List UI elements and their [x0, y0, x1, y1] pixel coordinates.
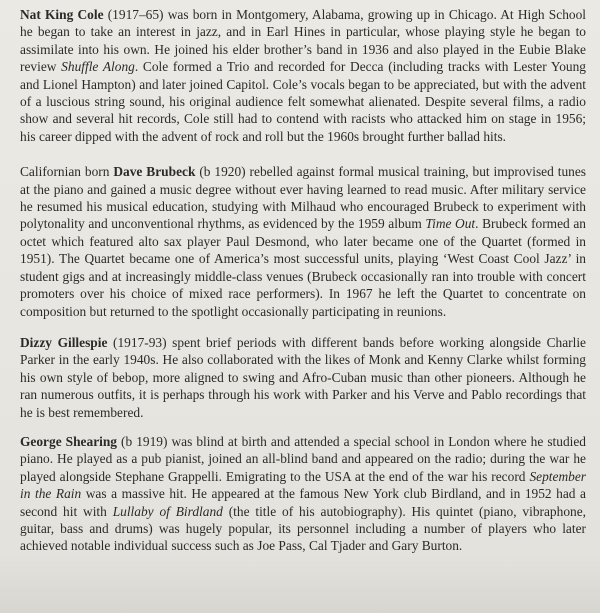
paragraph-text: (1917-93) spent brief periods with different bands before working alongside Charlie Parker in the early 1940s. He also collaborated with the likes of Monk and Kenny Clarke whilst forming his own style of bebop, more aligned to swing and Afro-Cuban music than other pioneers. Although he ran numerous outfits, it is perhaps through his work with Parker and his Verve and Pablo recordings that he is best remembered.: [20, 334, 586, 420]
paragraph-nat-king-cole: [20, 6, 586, 145]
paragraph-text: (b 1919) was blind at birth and attended a special school in London where he studied piano. He played as a pub pianist, joined an all-blind band and appeared on the radio; during the war he played alongside Stephane Grappelli. Emigrating to the USA at the end of the war his record: [20, 433, 587, 484]
paragraph-text: . Cole formed a Trio and recorded for Decca (including tracks with Lester Young and Lionel Hampton) and later joined Capitol. Cole’s vocals began to be appreciated, but with the advent of a luscious string sound, his original audience felt somewhat alienated. Despite several films, a radio show and several hit records, Cole still had to contend with racists who attacked him on stage in 1956; his career dipped with the advent of rock and roll but the 1960s brought further ballad hits.: [20, 59, 586, 144]
paragraph-dave-brubeck: [20, 163, 586, 320]
paragraph-text: . Brubeck formed an octet which featured alto sax player Paul Desmond, who later became one of the Quartet (formed in 1951). The Quartet became one of America’s most successful units, playing ‘West Coast Cool Jazz’ in student gigs and at increasingly middle-class venues (Brubeck occasionally ran into trouble with concert promoters over his choice of mixed race performers). In 1967 he left the Quartet to concentrate on composition but returned to the spotlight occasionally participating in reunions.: [20, 216, 586, 319]
paragraph-text: (the title of his autobiography). His quintet (piano, vibraphone, guitar, bass and drums) was hugely popular, its personnel including a number of players who later achieved notable individual success such as Joe Pass, Cal Tjader and Gary Burton.: [20, 503, 586, 554]
artist-name-dave-brubeck: Dave Brubeck: [113, 164, 196, 180]
work-title-september-in-the-rain: September in the Rain: [20, 468, 586, 502]
work-title-lullaby-of-birdland: Lullaby of Birdland: [112, 503, 223, 519]
artist-name-dizzy-gillespie: Dizzy Gillespie: [20, 334, 108, 350]
paragraph-prefix: Californian born: [20, 164, 114, 180]
text-column: [20, 6, 586, 555]
artist-name-george-shearing: George Shearing: [20, 433, 118, 449]
page-shadow: [0, 553, 600, 613]
artist-name-nat-king-cole: Nat King Cole: [20, 7, 104, 22]
paragraph-dizzy-gillespie: [20, 334, 586, 421]
paragraph-text: was a massive hit. He appeared at the famous New York club Birdland, and in 1952 had a second hit with: [20, 486, 587, 519]
paragraph-george-shearing: [20, 433, 586, 555]
paragraph-text: (b 1920) rebelled against formal musical training, but improvised tunes at the piano and gained a music degree without ever having learned to read music. After military service he resumed his musical education, studying with Milhaud who encouraged Brubeck to experiment with polytonality and unconventional rhythms, as evidenced by the 1959 album: [20, 164, 586, 232]
paragraph-text: (1917–65) was born in Montgomery, Alabama, growing up in Chicago. At High School he began to take an interest in jazz, and in Earl Hines in particular, whose playing style he began to assimilate into his own. He joined his elder brother’s band in 1936 and also played in the Eubie Blake review: [20, 7, 586, 75]
work-title-time-out: Time Out: [425, 216, 476, 232]
work-title-shuffle-along: Shuffle Along: [61, 59, 135, 75]
